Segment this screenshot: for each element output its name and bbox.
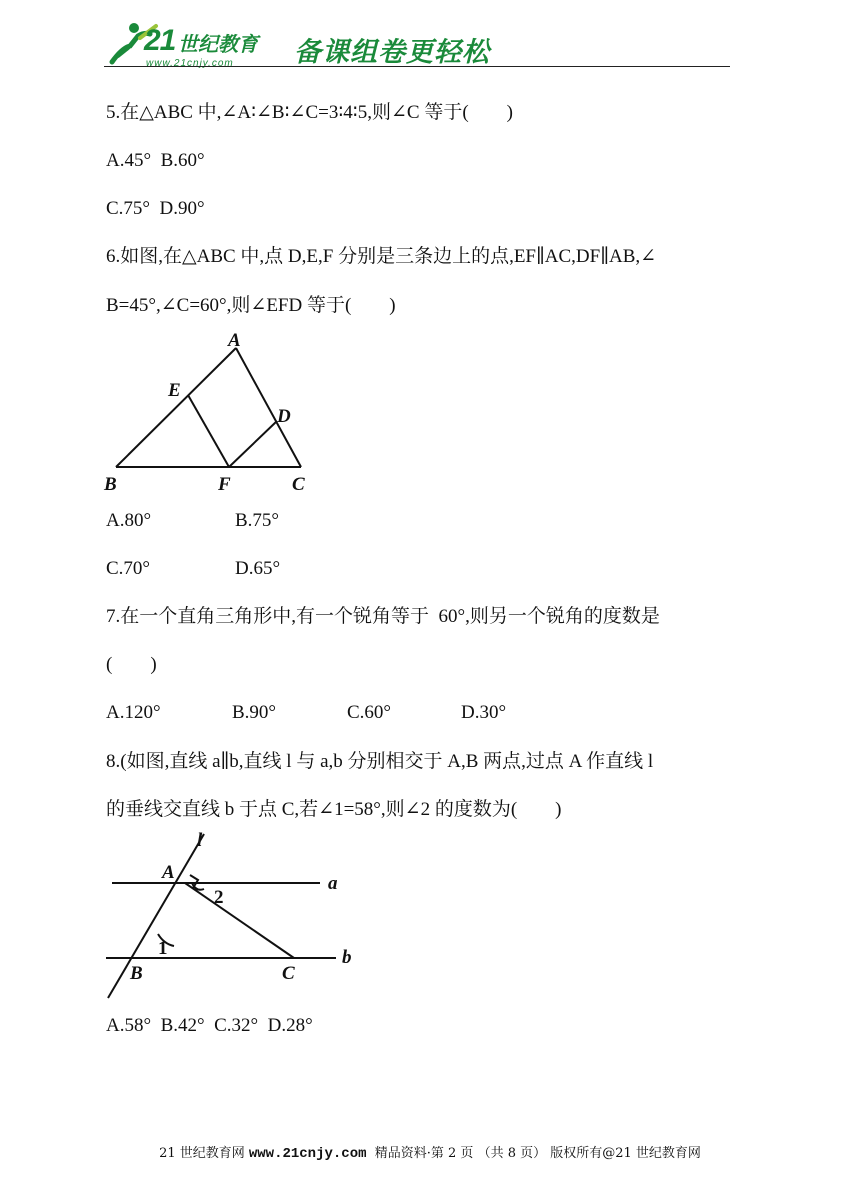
- logo-number: 21: [144, 24, 176, 57]
- q8-parallel-lines-figure: [100, 830, 370, 1005]
- label-l: l: [197, 830, 203, 851]
- label-e: E: [168, 380, 181, 401]
- q7-stem-line1: 7.在一个直角三角形中,有一个锐角等于 60°,则另一个锐角的度数是: [106, 606, 660, 627]
- segment-df: [229, 421, 277, 467]
- q6-option-b: B.75°: [235, 510, 280, 531]
- q6-option-a: A.80°: [106, 510, 152, 531]
- label-f: F: [218, 474, 231, 495]
- label-a: A: [228, 330, 241, 351]
- q6-option-d: D.65°: [235, 558, 281, 579]
- label-angle-1: 1: [158, 938, 168, 959]
- q6-stem-line1: 6.如图,在△ABC 中,点 D,E,F 分别是三条边上的点,EF∥AC,DF∥AB,∠: [106, 246, 657, 267]
- side-ac: [236, 348, 301, 467]
- footer-site-name: 21 世纪教育网: [159, 1146, 249, 1161]
- segment-ef: [188, 395, 229, 467]
- segment-ac: [185, 883, 294, 958]
- q6-option-c: C.70°: [106, 558, 151, 579]
- label-angle-2: 2: [214, 887, 224, 908]
- label-b-point: B: [130, 963, 143, 984]
- q7-option-c: C.60°: [347, 702, 392, 723]
- q5-options-line1: A.45° B.60°: [106, 150, 205, 171]
- q7-option-d: D.30°: [461, 702, 507, 723]
- label-b-line: b: [342, 947, 352, 968]
- q8-options: A.58° B.42° C.32° D.28°: [106, 1015, 313, 1036]
- label-d: D: [277, 406, 291, 427]
- q6-stem-line2: B=45°,∠C=60°,则∠EFD 等于( ): [106, 295, 396, 316]
- q8-stem-line1: 8.(如图,直线 a∥b,直线 l 与 a,b 分别相交于 A,B 两点,过点 A 作直线 l: [106, 751, 654, 772]
- footer-site-url[interactable]: www.21cnjy.com: [248, 1146, 367, 1162]
- header-divider: [104, 66, 730, 67]
- q6-triangle-figure: [100, 328, 330, 498]
- label-a-line: a: [328, 873, 338, 894]
- label-c: C: [292, 474, 305, 495]
- header-slogan: 备课组卷更轻松: [294, 37, 490, 68]
- q5-stem: 5.在△ABC 中,∠A∶∠B∶∠C=3∶4∶5,则∠C 等于( ): [106, 102, 513, 123]
- q5-options-line2: C.75° D.90°: [106, 198, 205, 219]
- q7-option-a: A.120°: [106, 702, 161, 723]
- page-footer: [0, 1142, 860, 1162]
- label-b: B: [104, 474, 117, 495]
- q7-stem-line2: ( ): [106, 654, 157, 675]
- line-l: [108, 834, 204, 998]
- logo-text: 世纪教育: [178, 32, 258, 56]
- footer-page-info: 精品资料·第 2 页 （共 8 页） 版权所有@21 世纪教育网: [366, 1146, 701, 1161]
- label-c-point: C: [282, 963, 295, 984]
- logo-url: www.21cnjy.com: [146, 58, 234, 69]
- q7-option-b: B.90°: [232, 702, 277, 723]
- label-a-point: A: [162, 862, 175, 883]
- q8-stem-line2: 的垂线交直线 b 于点 C,若∠1=58°,则∠2 的度数为( ): [106, 799, 562, 820]
